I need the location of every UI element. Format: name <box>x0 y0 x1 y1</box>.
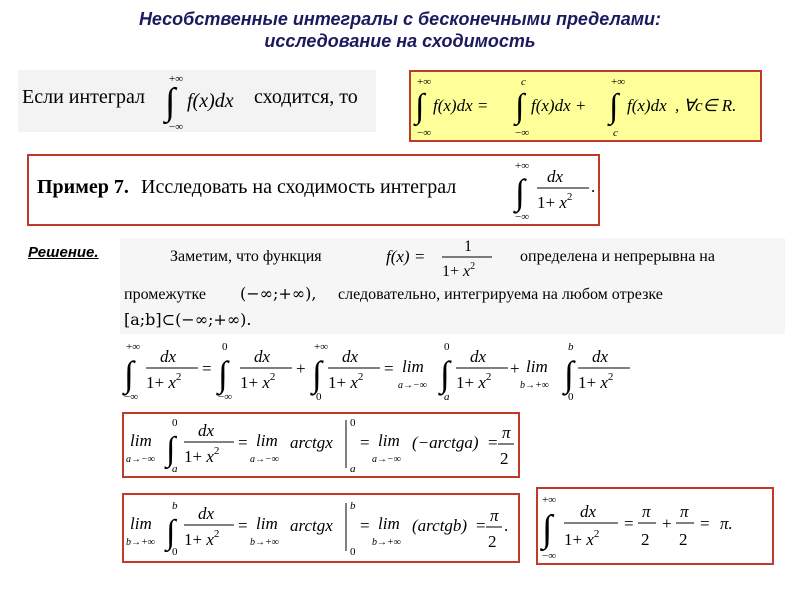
intro-text-before: Если интеграл <box>22 86 146 108</box>
svg-text:π: π <box>490 506 499 525</box>
svg-text:=: = <box>238 433 248 452</box>
title-line-1: Несобственные интегралы с бесконечными пределами: <box>138 9 662 29</box>
svg-text:1+ x2: $1+ x^2$ <box>537 191 573 212</box>
svg-text:lim: lim <box>378 431 400 450</box>
svg-text:c: c <box>521 76 526 88</box>
svg-text:π: π <box>502 423 511 442</box>
property-formula <box>411 72 760 140</box>
svg-text:=: = <box>360 516 370 535</box>
svg-text:a: a <box>444 391 450 403</box>
svg-text:2: 2 <box>641 530 650 549</box>
final-result-box <box>536 487 774 565</box>
svg-text:b→+∞: b→+∞ <box>126 537 155 548</box>
svg-text:+∞: +∞ <box>417 76 432 88</box>
svg-text:∫: ∫ <box>124 354 134 394</box>
svg-text:+∞: +∞ <box>542 494 557 506</box>
svg-text:1+ x2: $1+ x^2$ <box>146 371 182 392</box>
svg-text:−∞: −∞ <box>515 211 530 223</box>
svg-text:+∞: +∞ <box>314 341 329 353</box>
svg-text:dx: dx <box>580 502 597 521</box>
intro-integral-upper: +∞ <box>169 73 184 85</box>
svg-text:+∞: +∞ <box>515 160 530 172</box>
intro-integral <box>163 70 258 132</box>
solution-segment: [a;b]⊂(−∞;+∞). <box>124 310 252 329</box>
svg-text:a→−∞: a→−∞ <box>250 454 279 465</box>
svg-text:1+ x2: $1+ x^2$ <box>564 528 600 549</box>
limit-formula-a <box>124 414 518 476</box>
intro-integrand: f(x)dx <box>187 90 234 112</box>
intro-text-after: сходится, то <box>254 86 358 108</box>
intro-integral-lower: −∞ <box>169 121 184 132</box>
title-line-2: исследование на сходимость <box>264 31 536 51</box>
svg-text:∫: ∫ <box>312 354 322 394</box>
svg-text:dx: dx <box>160 347 177 366</box>
property-quantifier: , ∀c∈ R. <box>675 96 737 115</box>
svg-text:dx: dx <box>198 421 215 440</box>
svg-text:=: = <box>202 359 212 378</box>
svg-text:π.: π. <box>720 514 733 533</box>
final-result-formula <box>538 489 772 563</box>
limit-box-b <box>122 493 520 563</box>
svg-text:0: 0 <box>172 417 178 429</box>
svg-text:∫: ∫ <box>515 88 525 125</box>
svg-text:a→−∞: a→−∞ <box>398 380 427 391</box>
svg-text:0: 0 <box>316 391 322 403</box>
svg-text:dx: dx <box>342 347 359 366</box>
svg-text:=: = <box>624 514 634 533</box>
svg-text:f(x)dx: f(x)dx <box>627 96 667 115</box>
svg-text:f(x)dx =: f(x)dx = <box>433 96 489 115</box>
svg-text:0: 0 <box>350 417 356 429</box>
svg-text:=: = <box>476 516 486 535</box>
svg-text:f(x) =: f(x) = <box>386 247 426 266</box>
function-definition <box>382 234 502 280</box>
svg-text:−∞: −∞ <box>218 391 233 403</box>
svg-text:1: 1 <box>464 238 472 255</box>
svg-text:1+ x2: $1+ x^2$ <box>328 371 364 392</box>
solution-line2-a: промежутке <box>124 286 207 303</box>
svg-text:π: π <box>680 502 689 521</box>
svg-text:2: 2 <box>488 532 497 551</box>
svg-text:0: 0 <box>444 341 450 353</box>
svg-text:a: a <box>350 463 356 475</box>
svg-text:f(x)dx +: f(x)dx + <box>531 96 587 115</box>
svg-text:2: 2 <box>500 449 509 468</box>
svg-text:.: . <box>504 516 509 535</box>
svg-text:2: 2 <box>679 530 688 549</box>
solution-text-panel <box>120 238 785 334</box>
svg-text:b: b <box>568 341 574 353</box>
svg-text:−∞: −∞ <box>417 127 432 139</box>
split-integral-equation <box>118 338 638 404</box>
svg-text:−∞: −∞ <box>124 391 139 403</box>
svg-text:a: a <box>172 463 178 475</box>
svg-text:lim: lim <box>130 431 152 450</box>
svg-text:1+ x2: $1+ x^2$ <box>240 371 276 392</box>
solution-line2-b: следовательно, интегрируема на любом отрезке <box>338 286 663 303</box>
svg-text:∫: ∫ <box>166 514 176 551</box>
svg-text:=: = <box>360 433 370 452</box>
example-box <box>27 154 600 226</box>
svg-text:∫: ∫ <box>515 172 525 212</box>
svg-text:dx: dx <box>547 167 564 186</box>
svg-text:π: π <box>642 502 651 521</box>
example-label: Пример 7. <box>37 176 129 198</box>
svg-text:1+ x2: $1+ x^2$ <box>578 371 614 392</box>
svg-text:∫: ∫ <box>564 354 574 394</box>
solution-label: Решение. <box>28 244 99 261</box>
svg-text:b: b <box>172 500 178 512</box>
svg-text:1+ x2: $1+ x^2$ <box>456 371 492 392</box>
svg-text:a→−∞: a→−∞ <box>372 454 401 465</box>
svg-text:(−arctga): (−arctga) <box>412 433 479 452</box>
svg-text:b→+∞: b→+∞ <box>250 537 279 548</box>
svg-text:0: 0 <box>350 546 356 558</box>
svg-text:−∞: −∞ <box>515 127 530 139</box>
svg-text:0: 0 <box>172 546 178 558</box>
svg-text:+: + <box>296 359 306 378</box>
page-title <box>0 8 800 52</box>
svg-text:lim: lim <box>526 357 548 376</box>
svg-text:+: + <box>510 359 520 378</box>
svg-text:=: = <box>700 514 710 533</box>
svg-text:dx: dx <box>198 504 215 523</box>
svg-text:dx: dx <box>592 347 609 366</box>
svg-text:a→−∞: a→−∞ <box>126 454 155 465</box>
svg-text:∫: ∫ <box>166 431 176 468</box>
svg-text:+: + <box>662 514 672 533</box>
solution-interval: (−∞;+∞), <box>240 284 317 303</box>
svg-text:lim: lim <box>256 514 278 533</box>
svg-text:lim: lim <box>402 357 424 376</box>
integral-sign: ∫ <box>165 81 176 123</box>
limit-box-a <box>122 412 520 478</box>
svg-text:∫: ∫ <box>542 508 553 550</box>
svg-text:arctgx: arctgx <box>290 433 333 452</box>
svg-text:=: = <box>384 359 394 378</box>
svg-text:∫: ∫ <box>609 88 619 125</box>
svg-text:−∞: −∞ <box>542 550 557 562</box>
svg-text:lim: lim <box>130 514 152 533</box>
svg-text:1+ x2: $1+ x^2$ <box>184 445 220 466</box>
property-box <box>409 70 762 142</box>
svg-text:b→+∞: b→+∞ <box>520 380 549 391</box>
svg-text:b: b <box>350 500 356 512</box>
svg-text:b→+∞: b→+∞ <box>372 537 401 548</box>
svg-text:.: . <box>591 177 596 196</box>
svg-text:1+ x2: $1+ x^2$ <box>442 261 476 280</box>
svg-text:0: 0 <box>568 391 574 403</box>
svg-text:arctgx: arctgx <box>290 516 333 535</box>
svg-text:+∞: +∞ <box>611 76 626 88</box>
svg-text:=: = <box>238 516 248 535</box>
svg-text:+∞: +∞ <box>126 341 141 353</box>
svg-text:∫: ∫ <box>415 88 425 125</box>
solution-line1-b: определена и непрерывна на <box>520 248 715 265</box>
solution-line1-a: Заметим, что функция <box>170 248 322 265</box>
svg-text:lim: lim <box>378 514 400 533</box>
intro-statement <box>18 70 376 132</box>
example-integral <box>511 156 601 224</box>
svg-text:(arctgb): (arctgb) <box>412 516 468 535</box>
example-text: Исследовать на сходимость интеграл <box>141 176 457 198</box>
svg-text:c: c <box>613 127 618 139</box>
limit-formula-b <box>124 495 518 561</box>
svg-text:∫: ∫ <box>218 354 228 394</box>
svg-text:∫: ∫ <box>440 354 450 394</box>
svg-text:lim: lim <box>256 431 278 450</box>
svg-text:1+ x2: $1+ x^2$ <box>184 528 220 549</box>
svg-text:dx: dx <box>254 347 271 366</box>
svg-text:0: 0 <box>222 341 228 353</box>
svg-text:=: = <box>488 433 498 452</box>
svg-text:dx: dx <box>470 347 487 366</box>
